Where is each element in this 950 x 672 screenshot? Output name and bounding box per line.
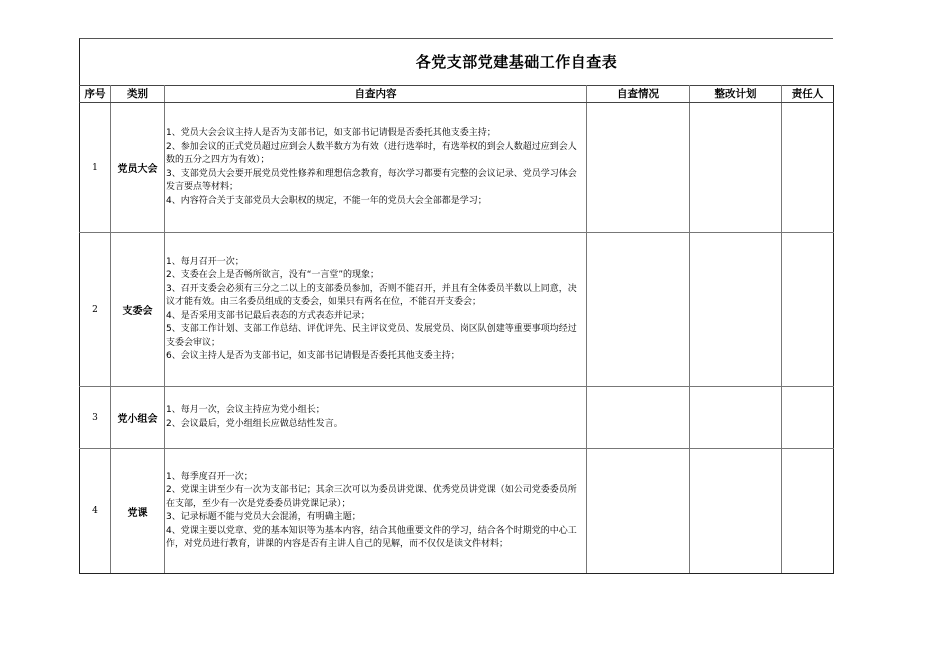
rectification-plan-cell[interactable] bbox=[690, 387, 782, 449]
header-responsible: 责任人 bbox=[782, 86, 834, 103]
header-rectification-plan: 整改计划 bbox=[690, 86, 782, 103]
table-row bbox=[80, 387, 834, 449]
self-check-cell[interactable] bbox=[587, 103, 690, 233]
content-item: 3、记录标题不能与党员大会混淆，有明确主题； bbox=[166, 512, 361, 522]
self-check-cell[interactable] bbox=[587, 387, 690, 449]
content-item: 1、每月一次，会议主持应为党小组长； bbox=[166, 405, 325, 415]
content-item: 2、党课主讲至少有一次为支部书记；其余三次可以为委员讲党课、优秀党员讲党课（如公司党委委员所在支部，至少有一次是党委委员讲党课记录）； bbox=[166, 485, 577, 509]
content-item: 6、会议主持人是否为支部书记，如支部书记请假是否委托其他支委主持； bbox=[166, 351, 460, 361]
content-item: 4、是否采用支部书记最后表态的方式表态并记录； bbox=[166, 310, 370, 321]
content-item: 3、召开支委会必须有三分之二以上的支部委员参加，否则不能召开，并且有全体委员半数以上同意，决议才能有效。由三名委员组成的支委会，如果只有两名在位，不能召开支委会； bbox=[166, 283, 577, 307]
content-item: 4、党课主要以党章、党的基本知识等为基本内容，结合其他重要文件的学习，结合各个时期党的中心工作，对党员进行教育，讲课的内容是否有主讲人自己的见解，而不仅仅是读文件材料； bbox=[166, 525, 577, 549]
content-item: 1、每月召开一次； bbox=[166, 256, 244, 267]
row-category: 党员大会 bbox=[111, 103, 165, 233]
self-check-cell[interactable] bbox=[587, 449, 690, 574]
row-index: 4 bbox=[80, 449, 111, 574]
content-item: 2、会议最后，党小组组长应做总结性发言。 bbox=[166, 418, 343, 429]
table-row bbox=[80, 233, 834, 387]
responsible-cell[interactable] bbox=[782, 387, 834, 449]
responsible-cell[interactable] bbox=[782, 103, 834, 233]
document-title: 各党支部党建基础工作自查表 bbox=[415, 53, 618, 71]
header-content: 自查内容 bbox=[165, 86, 587, 103]
self-check-sheet bbox=[79, 38, 833, 574]
row-index: 3 bbox=[80, 387, 111, 449]
row-index: 1 bbox=[80, 103, 111, 233]
content-item: 1、每季度召开一次； bbox=[166, 471, 253, 482]
responsible-cell[interactable] bbox=[782, 233, 834, 387]
content-item: 5、支部工作计划、支部工作总结、评优评先、民主评议党员、发展党员、岗区队创建等重要事项均经过支委会审议； bbox=[166, 324, 577, 348]
responsible-cell[interactable] bbox=[782, 449, 834, 574]
content-item: 1、党员大会会议主持人是否为支部书记，如支部书记请假是否委托其他支委主持； bbox=[166, 128, 496, 138]
table-row bbox=[80, 449, 834, 574]
row-category: 党小组会 bbox=[111, 387, 165, 449]
rectification-plan-cell[interactable] bbox=[690, 103, 782, 233]
self-check-table bbox=[79, 85, 834, 574]
header-category: 类别 bbox=[111, 86, 165, 103]
content-item: 4、内容符合关于支部党员大会职权的规定，不能一年的党员大会全部都是学习； bbox=[166, 195, 487, 206]
content-item: 2、参加会议的正式党员超过应到会人数半数方为有效（进行选举时，有选举权的到会人数超过应到会人数的五分之四方为有效）； bbox=[166, 141, 577, 165]
content-item: 2、支委在会上是否畅所欲言，没有“一言堂”的现象； bbox=[166, 270, 380, 280]
rectification-plan-cell[interactable] bbox=[690, 233, 782, 387]
row-content bbox=[165, 387, 587, 449]
row-content bbox=[165, 233, 587, 387]
content-item: 3、支部党员大会要开展党员党性修养和理想信念教育，每次学习都要有完整的会议记录、党员学习体会发言要点等材料； bbox=[166, 168, 577, 192]
row-category: 支委会 bbox=[111, 233, 165, 387]
self-check-cell[interactable] bbox=[587, 233, 690, 387]
header-index: 序号 bbox=[80, 86, 111, 103]
row-category: 党课 bbox=[111, 449, 165, 574]
header-row bbox=[80, 86, 834, 103]
header-self-check: 自查情况 bbox=[587, 86, 690, 103]
row-content bbox=[165, 103, 587, 233]
title-row bbox=[79, 38, 833, 85]
table-row bbox=[80, 103, 834, 233]
row-content bbox=[165, 449, 587, 574]
rectification-plan-cell[interactable] bbox=[690, 449, 782, 574]
row-index: 2 bbox=[80, 233, 111, 387]
